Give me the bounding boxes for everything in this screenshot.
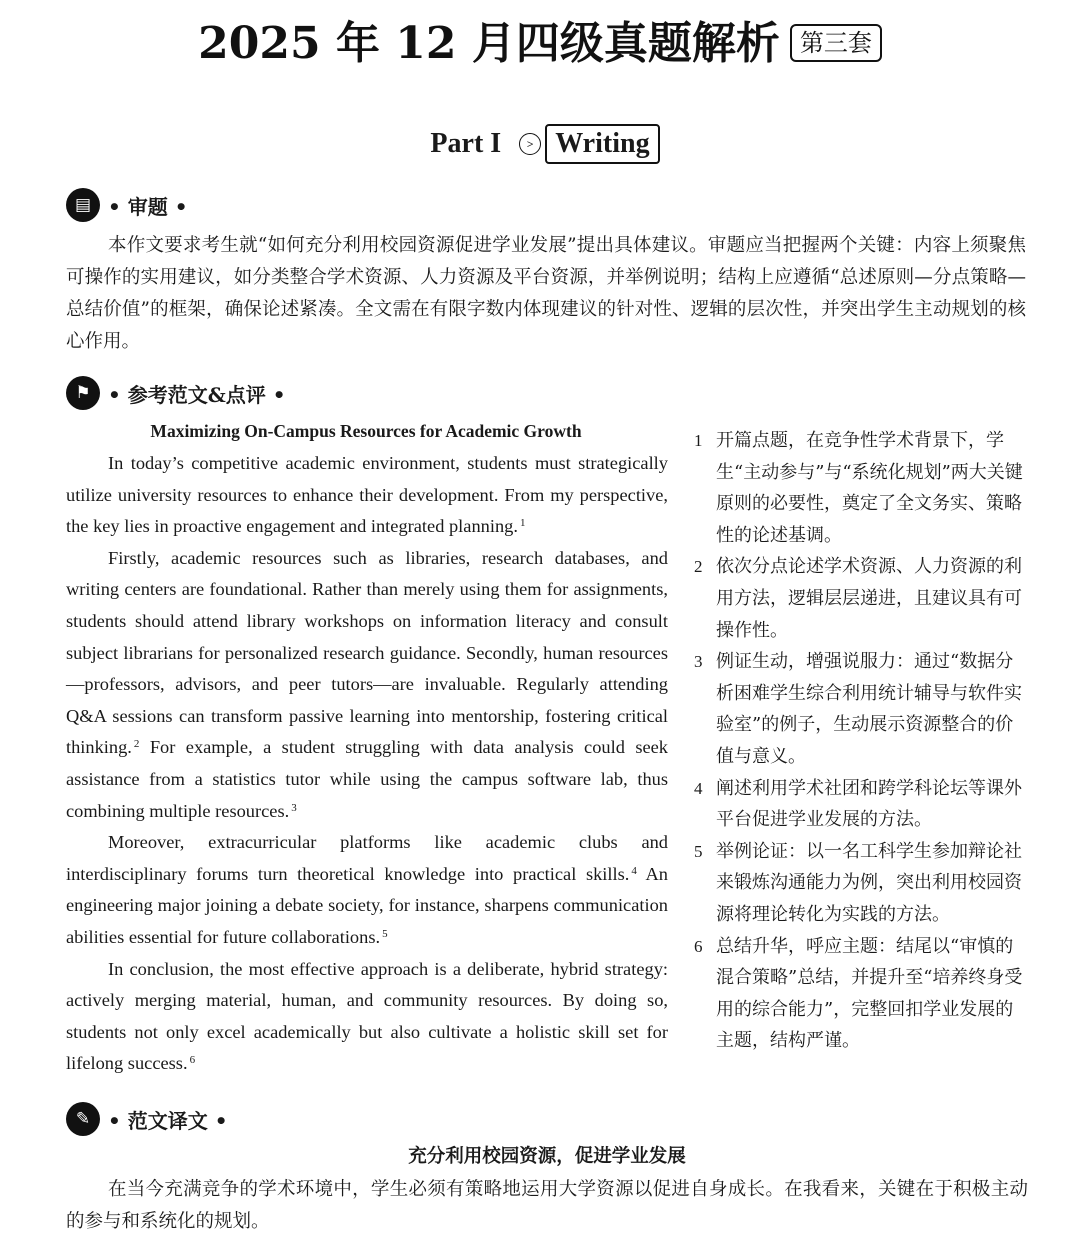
- commentary-note: 6 总结升华，呼应主题：结尾以“审慎的混合策略”总结，并提升至“培养终身受用的综合能力”，完整回扣学业发展的主题，结构严谨。: [694, 931, 1030, 1057]
- essay-title: Maximizing On-Campus Resources for Academic Growth: [150, 421, 582, 441]
- analysis-heading: [66, 188, 188, 224]
- essay-paragraph: In conclusion, the most effective approach is a deliberate, hybrid strategy: actively merging material, human, and community resources. By doing so, students not only excel academically but also cultivate a holistic skill set for lifelong success. $^6$: [66, 958, 668, 1074]
- translation-body: 在当今充满竞争的学术环境中，学生必须有策略地运用大学资源以促进自身成长。在我看来，关键在于积极主动的参与和系统化的规划。: [66, 1179, 1028, 1232]
- commentary-note: 4 阐述利用学术社团和跨学科论坛等课外平台促进学业发展的方法。: [694, 773, 1030, 836]
- translation-heading: [66, 1102, 228, 1138]
- title-text: 2025 年 12 月四级真题解析: [198, 18, 780, 69]
- note-number: 5: [694, 841, 703, 861]
- section-writing-label: Writing: [545, 124, 659, 164]
- translation-heading-label: • 范文译文 •: [108, 1108, 228, 1133]
- note-marker: 4: [631, 864, 637, 877]
- commentary-notes: [694, 425, 1030, 1057]
- note-marker: 3: [291, 801, 297, 814]
- essay-paragraph: Firstly, academic resources such as libraries, research databases, and writing centers are foundational. Rather than merely using them for assignments, students should attend library workshops on information literacy and consult subject librarians for personalized research guidance. Secondly, human resources—professors, advisors, and peer tutors—are invaluable. Regularly attending Q&A sessions can transform passive learning into mentorship, fostering critical thinking. $^2$ For example, a student struggling with data analysis could seek assistance from a statistics tutor while using the campus software lab, thus combining multiple resources. $^3$: [66, 547, 668, 821]
- commentary-note: 5 举例论证：以一名工科学生参加辩论社来锻炼沟通能力为例，突出利用校园资源将理论转化为实践的方法。: [694, 836, 1030, 931]
- note-marker: 6: [189, 1054, 196, 1067]
- model-essay: [66, 448, 668, 1080]
- note-marker: 5: [382, 927, 388, 940]
- page-title: [0, 14, 1080, 74]
- flag-icon: ⚑: [66, 376, 100, 410]
- document-icon: ▤: [66, 188, 100, 222]
- translation-title: 充分利用校园资源，促进学业发展: [408, 1146, 686, 1167]
- note-number: 2: [694, 557, 703, 577]
- note-number: 6: [694, 936, 703, 956]
- pen-icon: ✎: [66, 1102, 100, 1136]
- model-heading: [66, 376, 286, 412]
- commentary-note: 3 例证生动，增强说服力：通过“数据分析困难学生综合利用统计辅导与软件实验室”的例子，生动展示资源整合的价值与意义。: [694, 646, 1030, 772]
- note-marker: 2: [133, 738, 140, 751]
- part-label: Part I: [430, 128, 502, 159]
- arrow-right-icon: >: [519, 133, 541, 155]
- essay-paragraph: In today’s competitive academic environment, students must strategically utilize university resources to enhance their development. From my perspective, the key lies in proactive engagement and integrated planning. $^1$: [66, 453, 668, 537]
- analysis-text: 本作文要求考生就“如何充分利用校园资源促进学业发展”提出具体建议。审题应当把握两个关键：内容上须聚焦可操作的实用建议，如分类整合学术资源、人力资源及平台资源，并举例说明；结构上应遵循“总述原则—分点策略—总结价值”的框架，确保论述紧凑。全文需在有限字数内体现建议的针对性、逻辑的层次性，并突出学生主动规划的核心作用。: [66, 235, 1026, 352]
- analysis-heading-label: • 审题 •: [108, 194, 188, 219]
- part-heading: [0, 122, 1080, 166]
- note-number: 1: [694, 431, 703, 450]
- set-badge: 第三套: [790, 24, 882, 62]
- note-number: 4: [694, 778, 703, 798]
- essay-paragraph: Moreover, extracurricular platforms like academic clubs and interdisciplinary forums turn theoretical knowledge into practical skills. $^4$ An engineering major joining a debate society, for instance, sharpens communication abilities essential for future collaborations. $^5$: [66, 832, 668, 947]
- model-heading-label: • 参考范文&点评 •: [108, 382, 286, 407]
- note-marker: 1: [519, 517, 526, 530]
- commentary-note: 2 依次分点论述学术资源、人力资源的利用方法，逻辑层层递进，且建议具有可操作性。: [694, 551, 1030, 646]
- note-number: 3: [694, 652, 703, 672]
- commentary-note: 1 开篇点题，在竞争性学术背景下，学生“主动参与”与“系统化规划”两大关键原则的必要性，奠定了全文务实、策略性的论述基调。: [694, 425, 1030, 551]
